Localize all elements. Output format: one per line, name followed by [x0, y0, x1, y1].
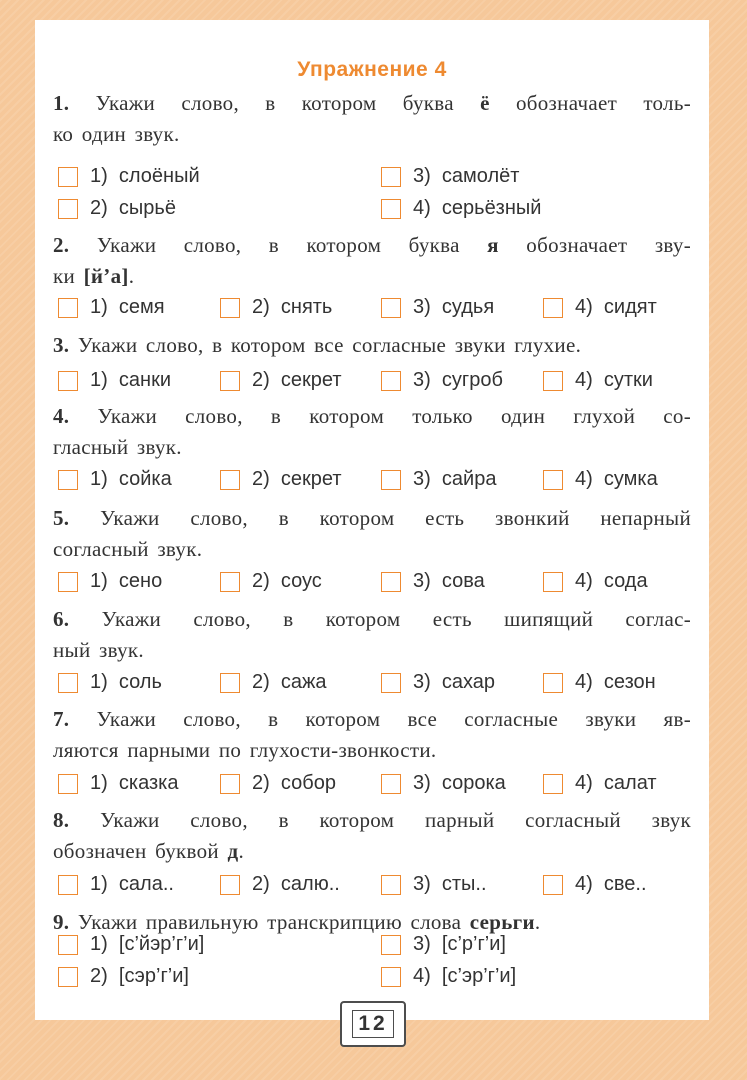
question-number: 4.: [53, 404, 98, 428]
answer-option[interactable]: [220, 464, 342, 495]
answer-option-label: 4) салат: [575, 772, 657, 794]
checkbox-icon[interactable]: [381, 875, 401, 895]
answer-option-label: 1) сказка: [90, 772, 179, 794]
answer-option[interactable]: [220, 566, 322, 597]
checkbox-icon[interactable]: [220, 673, 240, 693]
question-1: [53, 88, 691, 150]
checkbox-icon[interactable]: [58, 167, 78, 187]
question-8: [53, 805, 691, 867]
checkbox-icon[interactable]: [381, 935, 401, 955]
answer-option[interactable]: [220, 768, 336, 799]
answer-option[interactable]: [543, 292, 657, 323]
checkbox-icon[interactable]: [381, 298, 401, 318]
answer-option-label: 2) салю..: [252, 873, 340, 895]
answer-option-label: 2) [сэр’г’и]: [90, 965, 189, 987]
answer-option[interactable]: [381, 961, 516, 992]
answer-option[interactable]: [58, 292, 165, 323]
answer-option[interactable]: [381, 768, 506, 799]
question-number: 3.: [53, 333, 78, 357]
question-text: 9. Укажи правильную транскрипцию слова серьги.: [53, 910, 541, 934]
question-number: 9.: [53, 910, 78, 934]
answer-option-label: 3) судья: [413, 296, 495, 318]
checkbox-icon[interactable]: [220, 572, 240, 592]
answer-option-label: 3) сахар: [413, 671, 496, 693]
answer-option[interactable]: [381, 566, 485, 597]
answer-option[interactable]: [381, 464, 496, 495]
answer-option-label: 2) собор: [252, 772, 336, 794]
answer-option[interactable]: [58, 929, 204, 960]
answer-option[interactable]: [543, 768, 657, 799]
question-text: ляются парными по глухости-звонкости.: [53, 738, 437, 762]
answer-option-label: 4) сода: [575, 570, 648, 592]
checkbox-icon[interactable]: [381, 470, 401, 490]
answer-option[interactable]: [58, 667, 162, 698]
checkbox-icon[interactable]: [220, 298, 240, 318]
question-7: [53, 704, 691, 766]
question-text: ки [й’а].: [53, 264, 135, 288]
question-4: [53, 401, 691, 463]
answer-option-label: 2) сырьё: [90, 197, 176, 219]
answer-option[interactable]: [381, 292, 494, 323]
checkbox-icon[interactable]: [381, 572, 401, 592]
answer-option[interactable]: [381, 667, 495, 698]
checkbox-icon[interactable]: [381, 673, 401, 693]
answer-option-label: 2) секрет: [252, 468, 342, 490]
page-title: Упражнение 4: [297, 58, 447, 81]
question-text: 5. Укажи слово, в котором есть звонкий непарный: [53, 506, 691, 530]
answer-option[interactable]: [220, 869, 340, 900]
checkbox-icon[interactable]: [220, 371, 240, 391]
book-icon: [352, 1010, 393, 1038]
checkbox-icon[interactable]: [543, 673, 563, 693]
answer-option-label: 4) сидят: [575, 296, 657, 318]
question-text: обозначен буквой д.: [53, 839, 245, 863]
question-6: [53, 604, 691, 666]
checkbox-icon[interactable]: [543, 875, 563, 895]
checkbox-icon[interactable]: [58, 673, 78, 693]
answer-option-label: 3) сугроб: [413, 369, 503, 391]
page-number: 12: [358, 1012, 388, 1035]
checkbox-icon[interactable]: [58, 774, 78, 794]
answer-option[interactable]: [543, 566, 648, 597]
question-text: 2. Укажи слово, в котором буква я обозначает зву-: [53, 233, 692, 257]
question-2: [53, 230, 691, 292]
answer-option[interactable]: [58, 464, 172, 495]
answer-option-label: 3) сты..: [413, 873, 487, 895]
checkbox-icon[interactable]: [58, 199, 78, 219]
answer-option-label: 1) семя: [90, 296, 165, 318]
page-number-badge: [340, 1001, 406, 1047]
answer-option-label: 4) сезон: [575, 671, 656, 693]
answer-option-label: 3) сова: [413, 570, 485, 592]
answer-option[interactable]: [58, 161, 200, 192]
question-number: 6.: [53, 607, 102, 631]
question-3: [53, 330, 691, 361]
question-number: 8.: [53, 808, 101, 832]
answer-option[interactable]: [220, 292, 332, 323]
checkbox-icon[interactable]: [220, 875, 240, 895]
checkbox-icon[interactable]: [543, 470, 563, 490]
checkbox-icon[interactable]: [58, 967, 78, 987]
answer-option-label: 3) самолёт: [413, 165, 520, 187]
answer-option[interactable]: [220, 365, 342, 396]
answer-option-label: 1) сала..: [90, 873, 174, 895]
answer-option[interactable]: [381, 869, 487, 900]
question-text: ко один звук.: [53, 122, 180, 146]
answer-option[interactable]: [58, 869, 174, 900]
checkbox-icon[interactable]: [543, 298, 563, 318]
question-text: согласный звук.: [53, 537, 203, 561]
answer-option[interactable]: [543, 365, 653, 396]
question-number: 5.: [53, 506, 101, 530]
question-text: гласный звук.: [53, 435, 182, 459]
answer-option[interactable]: [58, 961, 189, 992]
checkbox-icon[interactable]: [58, 572, 78, 592]
question-text: ный звук.: [53, 638, 144, 662]
question-text: 6. Укажи слово, в котором есть шипящий соглас-: [53, 607, 691, 631]
answer-option[interactable]: [58, 193, 176, 224]
checkbox-icon[interactable]: [58, 875, 78, 895]
answer-option-label: 1) [с’йэр’г’и]: [90, 933, 205, 955]
checkbox-icon[interactable]: [381, 967, 401, 987]
checkbox-icon[interactable]: [543, 371, 563, 391]
answer-option[interactable]: [381, 365, 503, 396]
answer-option[interactable]: [58, 365, 171, 396]
question-text: 7. Укажи слово, в котором все согласные звуки яв-: [53, 707, 692, 731]
answer-option[interactable]: [543, 667, 656, 698]
checkbox-icon[interactable]: [543, 572, 563, 592]
question-text: 1. Укажи слово, в котором буква ё обозначает толь-: [53, 91, 691, 115]
checkbox-icon[interactable]: [220, 470, 240, 490]
answer-option[interactable]: [381, 193, 541, 224]
checkbox-icon[interactable]: [58, 470, 78, 490]
question-text: 8. Укажи слово, в котором парный согласный звук: [53, 808, 691, 832]
checkbox-icon[interactable]: [58, 935, 78, 955]
answer-option-label: 2) снять: [252, 296, 333, 318]
answer-option-label: 2) соус: [252, 570, 322, 592]
answer-option[interactable]: [220, 667, 327, 698]
answer-option-label: 4) серьёзный: [413, 197, 542, 219]
checkbox-icon[interactable]: [381, 167, 401, 187]
answer-option-label: 1) санки: [90, 369, 171, 391]
checkbox-icon[interactable]: [381, 774, 401, 794]
answer-option[interactable]: [381, 929, 506, 960]
answer-option-label: 3) сайра: [413, 468, 497, 490]
checkbox-icon[interactable]: [58, 298, 78, 318]
answer-option-label: 2) сажа: [252, 671, 327, 693]
question-text: 3. Укажи слово, в котором все согласные звуки глухие.: [53, 333, 582, 357]
answer-option-label: 1) сено: [90, 570, 163, 592]
answer-option-label: 3) [с’р’г’и]: [413, 933, 506, 955]
answer-option[interactable]: [543, 869, 647, 900]
worksheet-page: [35, 20, 709, 1020]
checkbox-icon[interactable]: [58, 371, 78, 391]
answer-option-label: 4) [с’эр’г’и]: [413, 965, 517, 987]
question-number: 2.: [53, 233, 97, 257]
answer-option-label: 4) сумка: [575, 468, 658, 490]
answer-option[interactable]: [543, 464, 658, 495]
question-5: [53, 503, 691, 565]
answer-option-label: 2) секрет: [252, 369, 342, 391]
question-number: 1.: [53, 91, 96, 115]
answer-option-label: 1) соль: [90, 671, 162, 693]
answer-option[interactable]: [381, 161, 519, 192]
answer-option[interactable]: [58, 768, 178, 799]
answer-option-label: 3) сорока: [413, 772, 506, 794]
answer-option-label: 4) сутки: [575, 369, 653, 391]
answer-option-label: 1) сойка: [90, 468, 172, 490]
question-number: 7.: [53, 707, 97, 731]
checkbox-icon[interactable]: [381, 371, 401, 391]
checkbox-icon[interactable]: [220, 774, 240, 794]
question-text: 4. Укажи слово, в котором только один глухой со-: [53, 404, 692, 428]
answer-option-label: 4) све..: [575, 873, 647, 895]
answer-option-label: 1) слоёный: [90, 165, 200, 187]
checkbox-icon[interactable]: [543, 774, 563, 794]
answer-option[interactable]: [58, 566, 162, 597]
checkbox-icon[interactable]: [381, 199, 401, 219]
